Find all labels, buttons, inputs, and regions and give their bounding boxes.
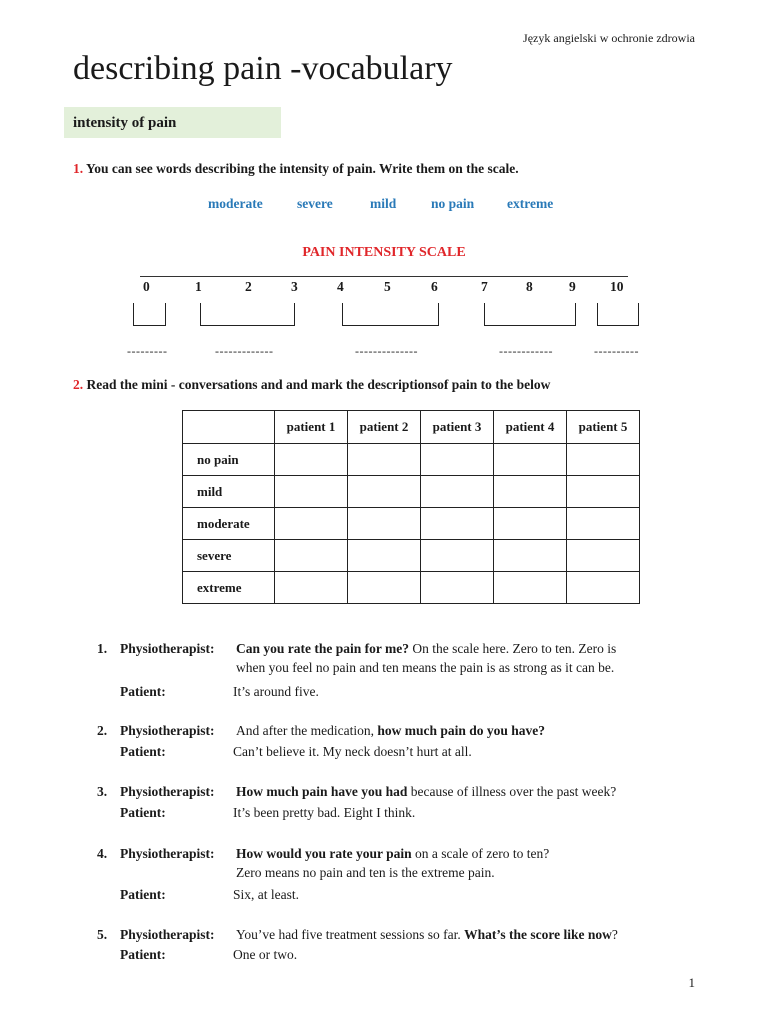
speech-line xyxy=(236,845,686,863)
scale-tick: 0 xyxy=(143,279,150,294)
speech-text: because of illness over the past week? xyxy=(407,784,617,799)
table-row xyxy=(183,444,640,476)
key-question: How much pain have you had xyxy=(236,784,408,799)
speech-text: On the scale here. Zero to ten. Zero is xyxy=(409,641,617,656)
scale-bracket xyxy=(597,303,639,326)
question-2 xyxy=(73,377,550,393)
answer-blank[interactable]: ------------ xyxy=(499,344,553,358)
answer-blank[interactable]: --------- xyxy=(127,344,168,358)
question-1-number: 1. xyxy=(73,161,84,176)
speech-line xyxy=(236,783,686,801)
answer-cell[interactable] xyxy=(348,508,421,540)
answer-cell[interactable] xyxy=(567,572,640,604)
speech-text: You’ve had five treatment sessions so far. xyxy=(236,927,465,942)
scale-tick: 10 xyxy=(610,279,624,294)
conversation-number: 3. xyxy=(97,784,108,799)
answer-cell[interactable] xyxy=(421,444,494,476)
answer-cell[interactable] xyxy=(348,476,421,508)
page-number: 1 xyxy=(688,975,695,990)
scale-title: PAIN INTENSITY SCALE xyxy=(302,245,466,260)
column-header: patient 2 xyxy=(348,411,421,444)
patient-reply: Can’t believe it. My neck doesn’t hurt at all. xyxy=(233,744,472,759)
answer-cell[interactable] xyxy=(494,540,567,572)
scale-tick: 6 xyxy=(431,279,438,294)
answer-cell[interactable] xyxy=(494,508,567,540)
row-label: severe xyxy=(183,540,275,572)
answer-blank[interactable]: ------------- xyxy=(215,344,274,358)
answer-cell[interactable] xyxy=(567,476,640,508)
speaker-label: Physiotherapist: xyxy=(120,641,215,656)
answer-cell[interactable] xyxy=(348,572,421,604)
speaker-label: Physiotherapist: xyxy=(120,846,215,861)
speech-continuation: Zero means no pain and ten is the extreme pain. xyxy=(236,865,495,880)
word-severe: severe xyxy=(297,196,333,211)
column-header: patient 5 xyxy=(567,411,640,444)
conversation-number: 5. xyxy=(97,927,108,942)
speaker-label: Patient: xyxy=(120,684,166,699)
conversation-2 xyxy=(97,722,687,762)
header-note: Język angielski w ochronie zdrowia xyxy=(523,31,695,45)
speech-line xyxy=(236,926,686,944)
patient-reply: It’s been pretty bad. Eight I think. xyxy=(233,805,416,820)
key-question: how much pain do you have? xyxy=(377,723,545,738)
answer-blank[interactable]: ---------- xyxy=(594,344,639,358)
answer-cell[interactable] xyxy=(348,540,421,572)
table-row xyxy=(183,476,640,508)
table-row xyxy=(183,572,640,604)
scale-tick: 2 xyxy=(245,279,252,294)
answer-cell[interactable] xyxy=(494,572,567,604)
word-extreme: extreme xyxy=(507,196,554,211)
conversation-4 xyxy=(97,845,687,905)
conversation-3 xyxy=(97,783,687,823)
answer-cell[interactable] xyxy=(275,476,348,508)
table-header-row xyxy=(183,411,640,444)
speaker-label: Patient: xyxy=(120,947,166,962)
question-1-text: You can see words describing the intensity of pain. Write them on the scale. xyxy=(86,161,519,176)
scale-bracket xyxy=(200,303,295,326)
row-label: mild xyxy=(183,476,275,508)
answer-cell[interactable] xyxy=(275,444,348,476)
answer-cell[interactable] xyxy=(275,508,348,540)
scale-tick: 5 xyxy=(384,279,391,294)
table-row xyxy=(183,508,640,540)
table-row xyxy=(183,540,640,572)
scale-bracket xyxy=(342,303,439,326)
answer-cell[interactable] xyxy=(275,540,348,572)
column-header: patient 3 xyxy=(421,411,494,444)
answer-cell[interactable] xyxy=(421,476,494,508)
patient-reply: It’s around five. xyxy=(233,684,319,699)
patient-reply: Six, at least. xyxy=(233,887,299,902)
key-question: What’s the score like now xyxy=(464,927,612,942)
conversation-5 xyxy=(97,926,687,965)
word-mild: mild xyxy=(370,196,397,211)
scale-tick: 8 xyxy=(526,279,533,294)
word-no-pain: no pain xyxy=(431,196,475,211)
scale-tick: 7 xyxy=(481,279,488,294)
question-1 xyxy=(73,161,519,177)
answer-cell[interactable] xyxy=(275,572,348,604)
section-heading: intensity of pain xyxy=(73,115,177,131)
conversation-number: 2. xyxy=(97,723,108,738)
patient-reply: One or two. xyxy=(233,947,298,962)
answer-cell[interactable] xyxy=(494,444,567,476)
column-header: patient 4 xyxy=(494,411,567,444)
scale-tick: 4 xyxy=(337,279,344,294)
page-title: describing pain -vocabulary xyxy=(73,50,453,87)
row-label: moderate xyxy=(183,508,275,540)
word-moderate: moderate xyxy=(208,196,263,211)
speech-line xyxy=(236,640,686,658)
answer-blank[interactable]: -------------- xyxy=(355,344,418,358)
key-question: How would you rate your pain xyxy=(236,846,412,861)
pain-table xyxy=(182,410,640,604)
question-2-number: 2. xyxy=(73,377,84,392)
speech-text: on a scale of zero to ten? xyxy=(411,846,550,861)
column-header: patient 1 xyxy=(275,411,348,444)
scale-bracket xyxy=(133,303,166,326)
conversation-number: 1. xyxy=(97,641,108,656)
scale-tick: 9 xyxy=(569,279,576,294)
table-corner xyxy=(183,411,275,444)
answer-cell[interactable] xyxy=(567,444,640,476)
question-2-text: Read the mini - conversations and and mark the descriptionsof pain to the below xyxy=(86,377,551,392)
answer-cell[interactable] xyxy=(494,476,567,508)
conversation-number: 4. xyxy=(97,846,108,861)
conversation-1 xyxy=(97,640,687,702)
speech-text: And after the medication, xyxy=(236,723,378,738)
speaker-label: Physiotherapist: xyxy=(120,927,215,942)
answer-cell[interactable] xyxy=(421,572,494,604)
answer-cell[interactable] xyxy=(567,508,640,540)
scale-bracket xyxy=(484,303,576,326)
answer-cell[interactable] xyxy=(421,508,494,540)
answer-cell[interactable] xyxy=(421,540,494,572)
row-label: no pain xyxy=(183,444,275,476)
scale-tick: 3 xyxy=(291,279,298,294)
answer-cell[interactable] xyxy=(567,540,640,572)
speaker-label: Patient: xyxy=(120,887,166,902)
speaker-label: Physiotherapist: xyxy=(120,784,215,799)
scale-line xyxy=(140,276,628,277)
speech-line xyxy=(236,722,686,740)
speaker-label: Physiotherapist: xyxy=(120,723,215,738)
row-label: extreme xyxy=(183,572,275,604)
speech-text: ? xyxy=(611,927,618,942)
answer-cell[interactable] xyxy=(348,444,421,476)
speaker-label: Patient: xyxy=(120,744,166,759)
speaker-label: Patient: xyxy=(120,805,166,820)
key-question: Can you rate the pain for me? xyxy=(236,641,409,656)
speech-continuation: when you feel no pain and ten means the pain is as strong as it can be. xyxy=(236,660,615,675)
scale-tick: 1 xyxy=(195,279,202,294)
